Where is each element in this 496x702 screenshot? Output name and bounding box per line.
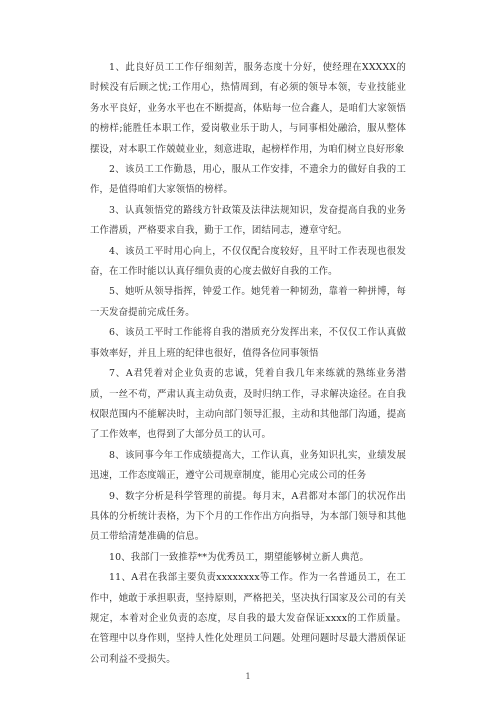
paragraph-2: 2、该员工工作勤恳，用心，服从工作安排，不遗余力的做好自我的工作，是值得咱们大家领悟的榜样。 [90,164,406,196]
paragraph-10: 10、我部门一致推荐**为优秀员工，期望能够树立新人典范。 [109,551,370,563]
paragraph-7: 7、A君凭着对企业负责的忠诚，凭着自我几年来练就的熟练业务潜质，一丝不苟，严肃认真主动负责，及时归纳工作，寻求解决途径。在自我权限范围内不能解决时，主动向部门领导汇报，主动和其他部门沟通，提高了工作效率，也得到了大部分员工的认可。 [90,368,406,441]
paragraph-8: 8、该同事今年工作成绩提高大，工作认真，业务知识扎实，业绩发展迅速，工作态度端正，遵守公司规章制度，能用心完成公司的任务 [90,449,406,482]
paragraph-3: 3、认真领悟党的路线方针政策及法律法规知识，发奋提高自我的业务工作潜质，严格要求自我，勤于工作，团结同志，遵章守纪。 [90,204,406,237]
paragraph-5: 5、她听从领导指挥，钟爱工作。她凭着一种韧劲，靠着一种拼博，每一天发奋提前完成任务。 [90,286,406,318]
paragraph-6: 6、该员工平时工作能将自我的潜质充分发挥出来，不仅仅工作认真做事效率好，并且上班的纪律也很好，值得各位同事领悟 [90,327,406,359]
paragraph-11: 11、A君在我部主要负责xxxxxxxx等工作。作为一名普通员工，在工作中，她敢于承担职责，坚持原则，严格把关，坚决执行国家及公司的有关规定，本着对企业负责的态度，尽自我的最大发奋保证xxxx的工作质量。在管理中以身作则，坚持人性化处理员工问题。处理问题时尽最大潜质保证公司利益不受损失。 [90,572,406,665]
document-body [90,58,406,670]
paragraph-4: 4、该员工平时用心向上，不仅仅配合度较好，且平时工作表现也很发奋，在工作时能以认真仔细负责的心度去做好自我的工作。 [90,245,406,278]
paragraph-1: 1、此良好员工工作仔细刻苦，服务态度十分好，使经理在XXXXX的时候没有后顾之忧;工作用心，热情周到，有必须的领导本领，专业技能业务水平良好，业务水平也在不断提高，体贴每一位合鑫人，是咱们大家领悟的榜样;能胜任本职工作，爱岗敬业乐于助人，与同事相处融洽，服从整体摆设，对本职工作兢兢业业，刻意进取，起榜样作用，为咱们树立良好形象 [90,62,406,155]
page-number: 1 [245,672,251,681]
paragraph-9: 9、数字分析是科学管理的前提。每月末，A君都对本部门的状况作出具体的分析统计表格，为下个月的工作作出方向指导，为本部门领导和其他员工带给清楚准确的信息。 [90,490,406,543]
